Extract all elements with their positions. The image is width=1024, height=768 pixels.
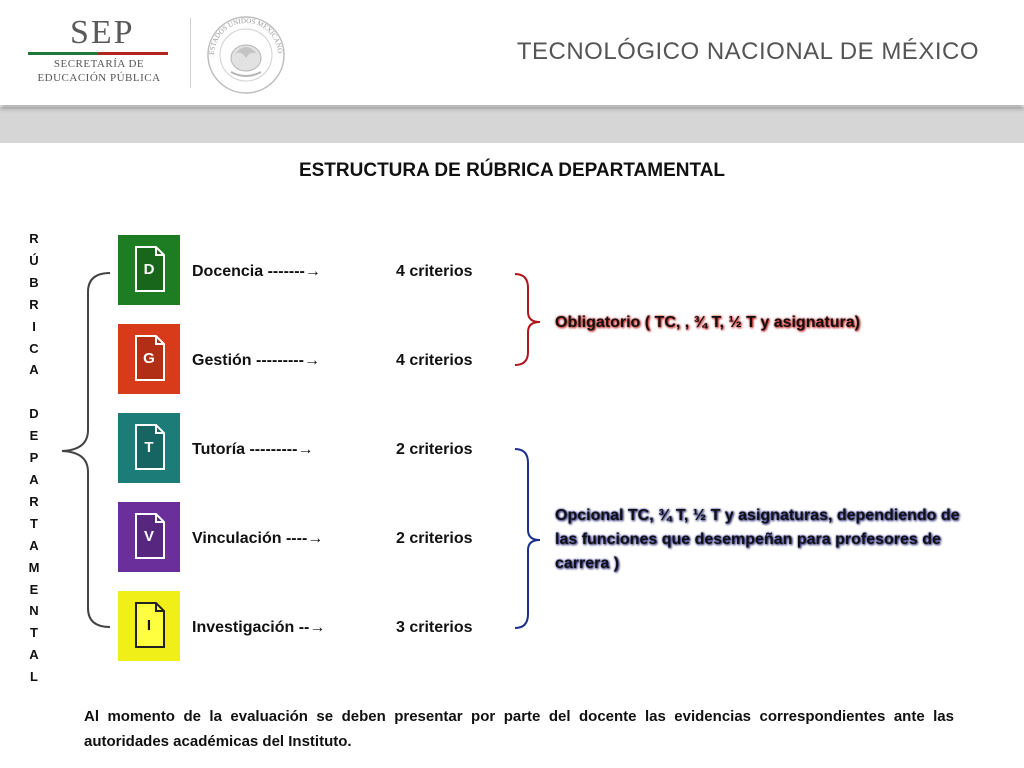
vertical-letter: B <box>29 274 39 290</box>
vertical-letter: P <box>29 450 39 466</box>
logo-divider <box>190 18 191 88</box>
arrow-icon: → <box>309 619 326 636</box>
vertical-letter: T <box>30 515 38 531</box>
vertical-letter: E <box>29 581 39 597</box>
category-label-row <box>192 619 325 637</box>
criteria-count: 2 criterios <box>396 530 473 547</box>
category-letter: D <box>143 261 155 278</box>
criteria-count: 2 criterios <box>396 441 473 458</box>
sep-logo-red-line <box>98 52 168 55</box>
arrow-icon: → <box>304 263 321 280</box>
mandatory-note: Obligatorio ( TC, , ¾ T, ½ T y asignatura) <box>555 314 860 331</box>
category-icon-box <box>118 235 180 305</box>
sep-logo-green-line <box>28 52 98 55</box>
sep-logo-subtitle <box>30 57 168 85</box>
category-label-row <box>192 530 323 548</box>
category-icon-box <box>118 324 180 394</box>
sep-logo-text: SEP <box>70 14 135 51</box>
category-letter: T <box>144 439 154 456</box>
institution-name: TECNOLÓGICO NACIONAL DE MÉXICO <box>516 38 979 65</box>
criteria-count: 4 criterios <box>396 263 473 280</box>
optional-bracket <box>515 449 540 628</box>
category-letter: I <box>146 617 152 634</box>
arrow-icon: → <box>303 352 320 369</box>
arrow-icon: → <box>297 441 314 458</box>
category-icon-box <box>118 413 180 483</box>
national-seal-icon <box>205 14 287 96</box>
criteria-count: 4 criterios <box>396 352 473 369</box>
category-label: Vinculación ---- <box>192 530 308 547</box>
category-label-row <box>192 441 313 459</box>
vertical-letter: N <box>29 603 39 619</box>
arrow-icon: → <box>307 530 324 547</box>
criteria-count: 3 criterios <box>396 619 473 636</box>
vertical-letter: A <box>29 647 39 663</box>
footer-text: Al momento de la evaluación se deben presentar por parte del docente las evidencias correspondientes ante las autoridades académicas del Instituto. <box>84 708 954 750</box>
mandatory-bracket <box>515 274 540 365</box>
category-label: Gestión --------- <box>192 352 304 369</box>
vertical-letter: L <box>30 669 38 685</box>
vertical-letter: M <box>28 559 40 575</box>
vertical-letter: E <box>29 428 39 444</box>
category-letter: G <box>143 350 155 367</box>
category-label-row <box>192 263 321 281</box>
sep-subtitle-line-1: SECRETARÍA DE <box>53 58 145 70</box>
optional-note: Opcional TC, ¾ T, ½ T y asignaturas, dependiendo de las funciones que desempeñan para profesores de carrera ) <box>555 507 960 572</box>
category-label: Tutoría --------- <box>192 441 298 458</box>
category-icon-box <box>118 591 180 661</box>
category-label: Docencia ------- <box>192 263 305 280</box>
vertical-letter: R <box>29 493 39 509</box>
vertical-letter: A <box>29 471 39 487</box>
category-letter: V <box>143 528 154 545</box>
vertical-letter: D <box>29 406 39 422</box>
vertical-letter: I <box>32 318 36 334</box>
vertical-letter: R <box>29 231 39 246</box>
category-label-row <box>192 352 320 370</box>
vertical-letter: T <box>30 625 38 641</box>
seal-text: ESTADOS UNIDOS MEXICANO <box>207 16 285 56</box>
category-icon-box <box>118 502 180 572</box>
left-brace <box>62 273 110 627</box>
sep-subtitle-line-2: EDUCACIÓN PÚBLICA <box>37 72 161 84</box>
category-label: Investigación -- <box>192 619 310 636</box>
header-bar <box>0 0 1024 105</box>
vertical-letter: A <box>29 362 39 378</box>
vertical-letter: A <box>29 537 39 553</box>
page-title: ESTRUCTURA DE RÚBRICA DEPARTAMENTAL <box>298 160 726 181</box>
vertical-letter: R <box>29 296 39 312</box>
vertical-letter: C <box>29 340 39 356</box>
vertical-letter: Ú <box>29 252 39 268</box>
